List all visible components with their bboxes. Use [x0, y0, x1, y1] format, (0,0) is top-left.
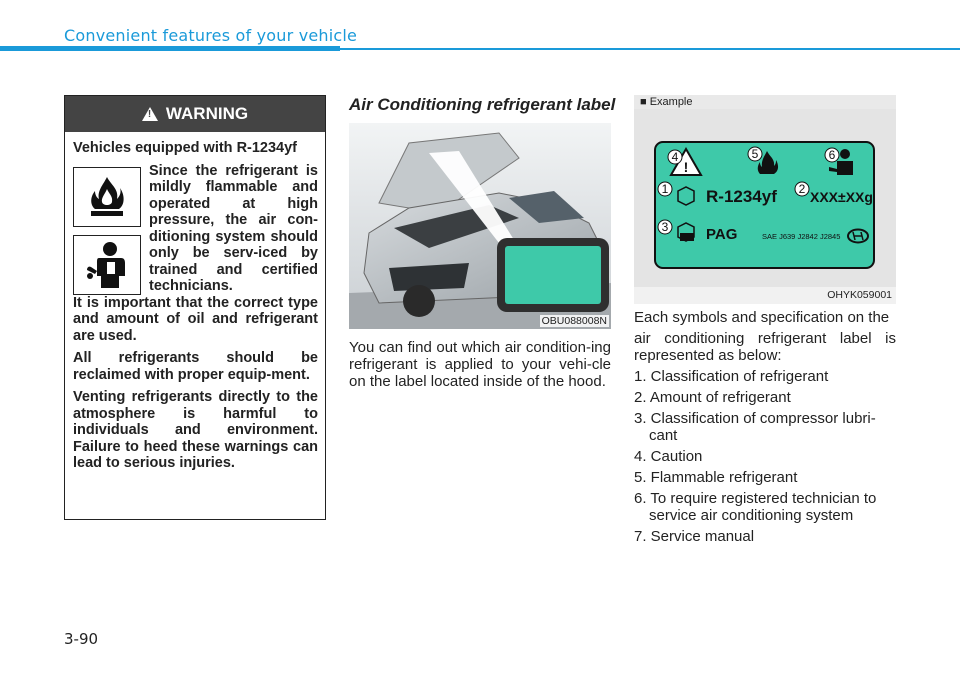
flame-icon — [73, 167, 141, 227]
warning-side-text: Since the refrigerant is mildly flammable and operated at high pressure, the air con-ditioning system should only be serv-iced by trained and certified technicians. — [149, 162, 318, 294]
right-column-text — [634, 309, 896, 549]
label-standards: SAE J639 J2842 J2845 — [762, 232, 841, 241]
section-body: You can find out which air condition-ing refrigerant is applied to your vehi-cle on the label located inside of the hood. — [349, 339, 611, 390]
warning-paragraph-3: Venting refrigerants directly to the atmosphere is harmful to individuals and environment. Failure to heed these warnings can lead to serious injuries. — [73, 389, 318, 471]
refrigerant-label-figure — [634, 109, 896, 287]
right-intro-b: air conditioning refrigerant label is represented as below: — [634, 330, 896, 364]
label-oil-type: PAG — [706, 226, 738, 243]
warning-box — [64, 95, 326, 520]
list-item: 1. Classification of refrigerant — [634, 368, 829, 385]
warning-header — [65, 96, 325, 132]
right-intro-a: Each symbols and specification on the — [634, 309, 890, 326]
label-number-4: 4 — [671, 150, 679, 164]
label-number-3: 3 — [661, 220, 669, 234]
list-item: 2. Amount of refrigerant — [634, 389, 791, 406]
warning-triangle-icon — [142, 107, 158, 121]
label-number-5: 5 — [751, 147, 759, 161]
label-number-2: 2 — [798, 182, 806, 196]
photo-code: OBU088008N — [541, 315, 607, 327]
header-rule-thick — [0, 46, 340, 51]
list-item: 4. Caution — [634, 448, 703, 465]
warning-paragraph-1: It is important that the correct type and amount of oil and refrigerant are used. — [73, 294, 318, 344]
label-number-6: 6 — [828, 148, 836, 162]
technician-icon — [73, 235, 141, 295]
section-header-title: Convenient features of your vehicle — [64, 26, 358, 45]
warning-heading: WARNING — [165, 104, 249, 123]
header-rule-thin — [340, 48, 960, 50]
label-refrigerant-type: R-1234yf — [706, 187, 777, 206]
car-hood-photo — [349, 123, 611, 329]
svg-text:!: ! — [683, 159, 689, 175]
list-item: 6. To require registered technician to service air conditioning system — [634, 490, 877, 524]
list-item: 3. Classification of compressor lubri-cant — [634, 410, 876, 444]
symbol-list — [634, 368, 896, 545]
list-item: 7. Service manual — [634, 528, 755, 545]
example-caption: ■ Example — [634, 95, 896, 109]
warning-intro: Vehicles equipped with R-1234yf — [73, 140, 298, 156]
section-title: Air Conditioning refrigerant label — [349, 95, 616, 114]
warning-paragraph-2: All refrigerants should be reclaimed with proper equip-ment. — [73, 350, 318, 383]
label-number-1: 1 — [661, 182, 669, 196]
page-number: 3-90 — [64, 630, 99, 648]
label-figure-code: OHYK059001 — [634, 287, 896, 304]
list-item: 5. Flammable refrigerant — [634, 469, 798, 486]
label-refrigerant-amount: XXX±XXg — [810, 189, 873, 205]
